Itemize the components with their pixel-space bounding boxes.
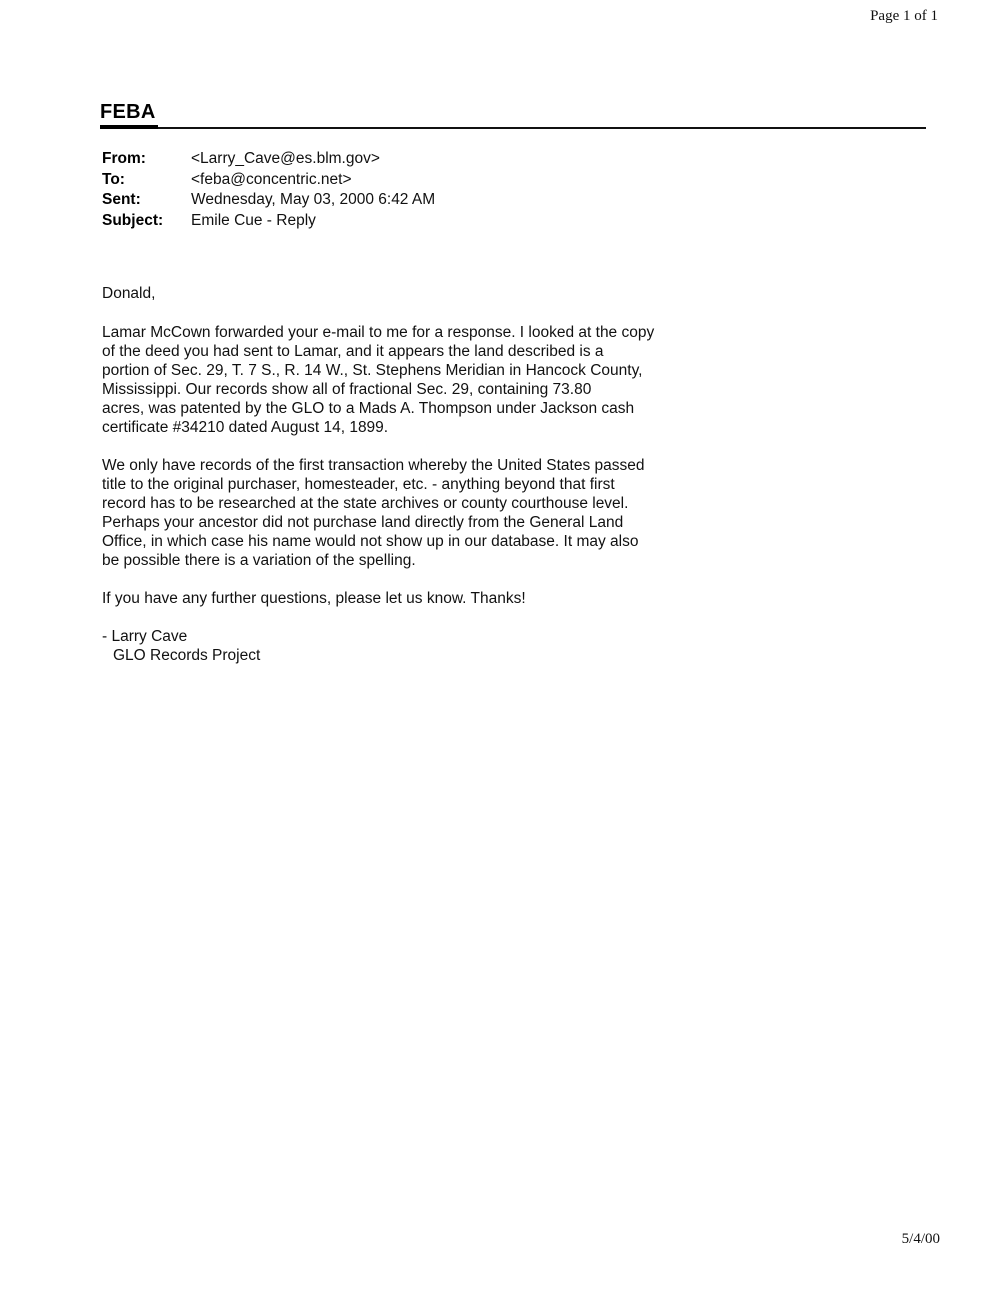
sent-date: Wednesday, May 03, 2000 6:42 AM (191, 191, 436, 208)
from-address: <Larry_Cave@es.blm.gov> (191, 150, 380, 167)
subject-row (102, 211, 435, 232)
email-metadata (102, 149, 435, 231)
body-line: Lamar McCown forwarded your e-mail to me for a response. I looked at the copy (102, 324, 655, 341)
body-line: certificate #34210 dated August 14, 1899. (102, 419, 389, 436)
body-line: portion of Sec. 29, T. 7 S., R. 14 W., St. Stephens Meridian in Hancock County, (102, 362, 643, 379)
body-line: Perhaps your ancestor did not purchase land directly from the General Land (102, 514, 624, 531)
body-line: acres, was patented by the GLO to a Mads A. Thompson under Jackson cash (102, 400, 635, 417)
footer-print-date: 5/4/00 (901, 1231, 940, 1247)
subject-label: Subject: (102, 211, 164, 229)
to-row (102, 170, 435, 191)
greeting: Donald, (102, 285, 156, 302)
signature-name: - Larry Cave (102, 628, 188, 645)
body-line: be possible there is a variation of the spelling. (102, 552, 416, 569)
body-line: record has to be researched at the state archives or county courthouse level. (102, 495, 629, 512)
signature-block (102, 627, 742, 665)
body-line: If you have any further questions, please let us know. Thanks! (102, 590, 526, 607)
header-rule-thin (100, 127, 926, 129)
sent-row (102, 190, 435, 211)
email-body (102, 284, 742, 665)
page-number-label: Page 1 of 1 (870, 8, 938, 24)
organization-name: FEBA (100, 101, 156, 123)
body-line: We only have records of the first transaction whereby the United States passed (102, 457, 645, 474)
signature-organization: GLO Records Project (113, 647, 261, 664)
to-address: <feba@concentric.net> (191, 170, 352, 188)
body-line: Mississippi. Our records show all of fractional Sec. 29, containing 73.80 (102, 381, 592, 398)
header-rule-accent (100, 125, 158, 129)
paragraph-deed-details (102, 323, 742, 437)
sent-label: Sent: (102, 191, 141, 208)
body-line: title to the original purchaser, homesteader, etc. - anything beyond that first (102, 476, 615, 493)
body-line: of the deed you had sent to Lamar, and it appears the land described is a (102, 343, 604, 360)
from-label: From: (102, 150, 146, 167)
subject-text: Emile Cue - Reply (191, 211, 316, 229)
to-label: To: (102, 170, 125, 188)
from-row (102, 149, 435, 170)
header-rule (100, 125, 926, 129)
paragraph-records-scope (102, 456, 742, 570)
body-line: Office, in which case his name would not show up in our database. It may also (102, 533, 639, 550)
email-header (100, 100, 926, 129)
paragraph-closing (102, 589, 742, 608)
